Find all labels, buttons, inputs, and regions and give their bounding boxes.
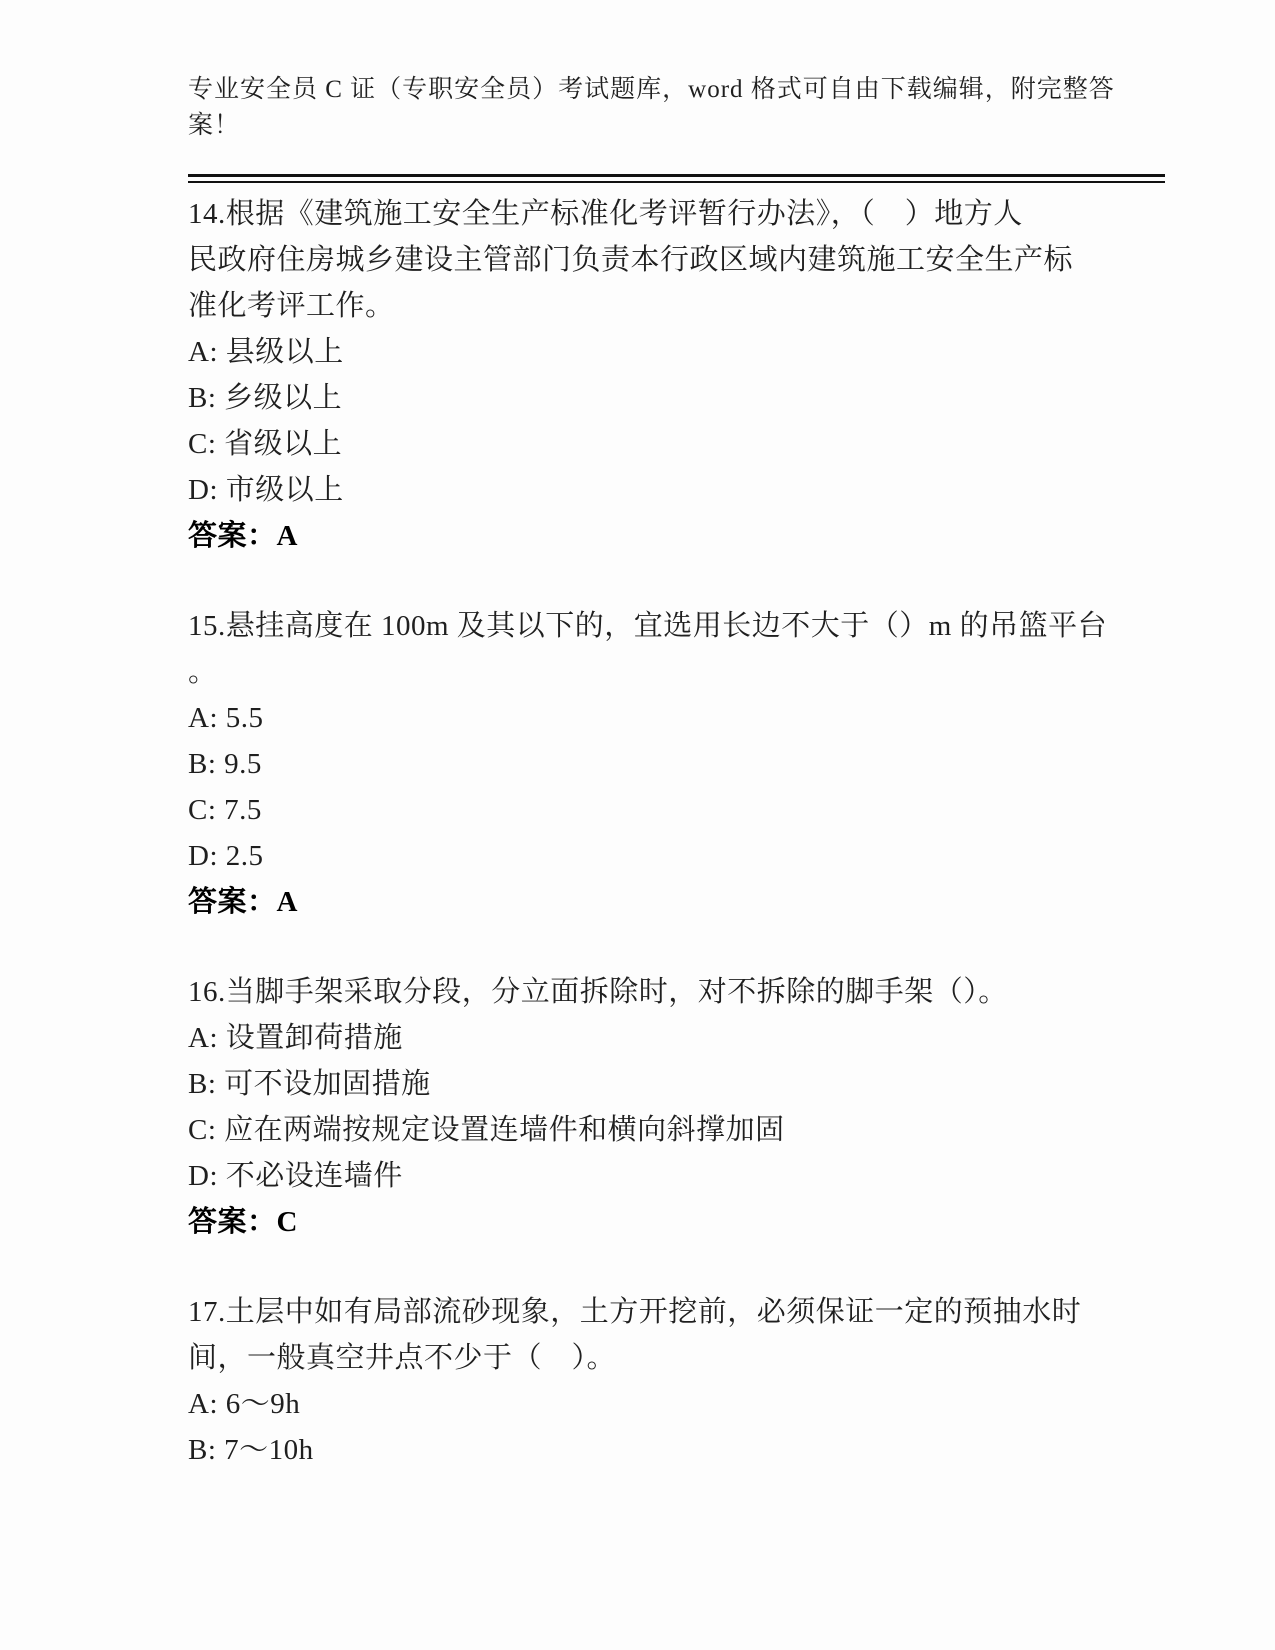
question-14 <box>188 191 1165 559</box>
option-line-a: A: 设置卸荷措施 <box>188 1022 403 1054</box>
question-text-line: 。 <box>188 656 218 688</box>
question-text-line: 间，一般真空井点不少于（ ）。 <box>188 1342 617 1374</box>
option-line-c: C: 7.5 <box>188 794 262 826</box>
question-text-line: 14.根据《建筑施工安全生产标准化考评暂行办法》，（ ）地方人 <box>188 198 1023 230</box>
document-header <box>188 72 1165 144</box>
question-text-line: 准化考评工作。 <box>188 290 395 322</box>
option-line-a: A: 5.5 <box>188 702 264 734</box>
option-line-b: B: 乡级以上 <box>188 382 343 414</box>
question-16 <box>188 969 1165 1245</box>
option-line-c: C: 应在两端按规定设置连墙件和横向斜撑加固 <box>188 1114 785 1146</box>
question-text-line: 15.悬挂高度在 100m 及其以下的，宜选用长边不大于（）m 的吊篮平台 <box>188 610 1108 642</box>
questions-section <box>188 191 1165 1473</box>
option-line-d: D: 2.5 <box>188 840 264 872</box>
document-content <box>188 0 1165 1473</box>
answer-line: 答案：A <box>188 520 298 552</box>
option-line-a: A: 县级以上 <box>188 336 344 368</box>
header-line: 案！ <box>188 112 241 139</box>
option-line-b: B: 9.5 <box>188 748 262 780</box>
option-line-d: D: 不必设连墙件 <box>188 1160 403 1192</box>
option-line-c: C: 省级以上 <box>188 428 343 460</box>
option-line-d: D: 市级以上 <box>188 474 344 506</box>
question-17 <box>188 1289 1165 1473</box>
header-line: 专业安全员 C 证（专职安全员）考试题库，word 格式可自由下载编辑，附完整答 <box>188 76 1115 103</box>
header-divider <box>188 174 1165 183</box>
option-line-b: B: 可不设加固措施 <box>188 1068 431 1100</box>
question-text-line: 17.土层中如有局部流砂现象，土方开挖前，必须保证一定的预抽水时 <box>188 1296 1082 1328</box>
divider-thin-rule <box>188 181 1165 183</box>
answer-line: 答案：A <box>188 886 298 918</box>
question-text-line: 民政府住房城乡建设主管部门负责本行政区域内建筑施工安全生产标 <box>188 244 1074 276</box>
option-line-b: B: 7～10h <box>188 1434 314 1466</box>
question-text-line: 16.当脚手架采取分段，分立面拆除时，对不拆除的脚手架（）。 <box>188 976 1008 1008</box>
question-15 <box>188 603 1165 925</box>
option-line-a: A: 6～9h <box>188 1388 301 1420</box>
answer-line: 答案：C <box>188 1206 298 1238</box>
